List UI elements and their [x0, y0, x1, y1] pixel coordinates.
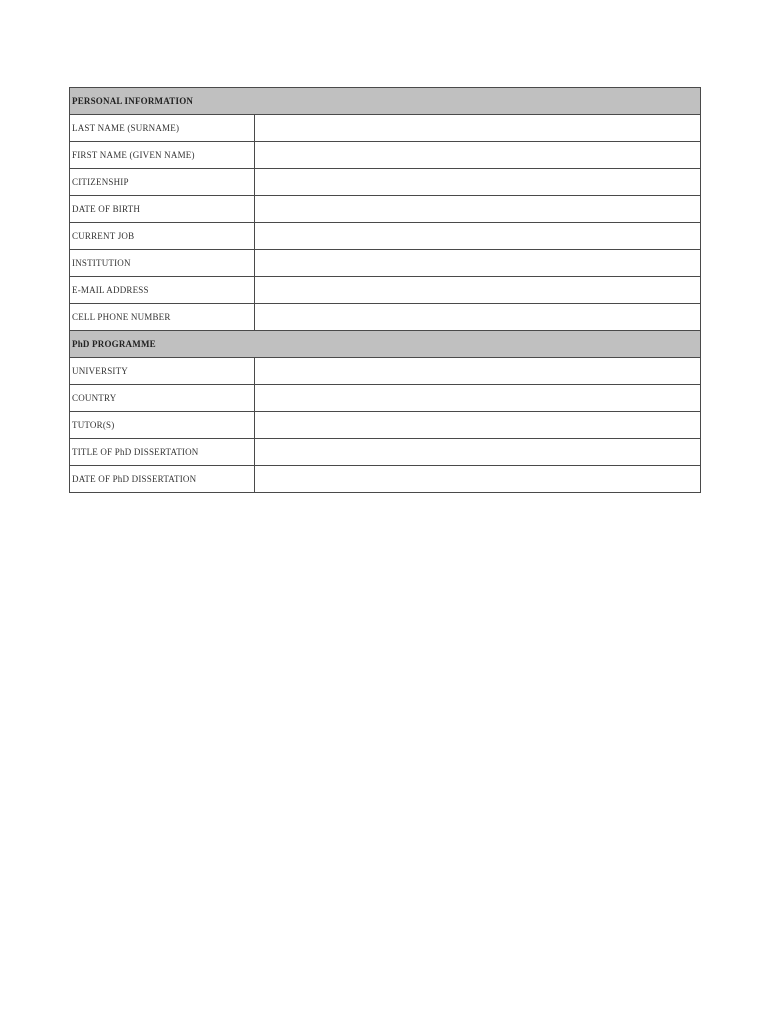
field-label: CURRENT JOB: [70, 223, 255, 250]
field-value-cell: [255, 358, 701, 385]
date-of-birth-field[interactable]: [255, 196, 700, 222]
field-label: TITLE OF PhD DISSERTATION: [70, 439, 255, 466]
form-row-country: [70, 385, 701, 412]
field-label: CITIZENSHIP: [70, 169, 255, 196]
section-header-personal-information: [70, 88, 701, 115]
citizenship-field[interactable]: [255, 169, 700, 195]
form-row-cell-phone: [70, 304, 701, 331]
field-label: DATE OF BIRTH: [70, 196, 255, 223]
field-value-cell: [255, 412, 701, 439]
field-value-cell: [255, 250, 701, 277]
field-value-cell: [255, 142, 701, 169]
email-field[interactable]: [255, 277, 700, 303]
field-label: FIRST NAME (GIVEN NAME): [70, 142, 255, 169]
form-row-dissertation-date: [70, 466, 701, 493]
field-label: E-MAIL ADDRESS: [70, 277, 255, 304]
field-label: CELL PHONE NUMBER: [70, 304, 255, 331]
section-title: PhD PROGRAMME: [70, 331, 701, 358]
form-row-tutors: [70, 412, 701, 439]
form-row-date-of-birth: [70, 196, 701, 223]
tutors-field[interactable]: [255, 412, 700, 438]
form-row-current-job: [70, 223, 701, 250]
field-label: TUTOR(S): [70, 412, 255, 439]
field-value-cell: [255, 439, 701, 466]
field-value-cell: [255, 196, 701, 223]
institution-field[interactable]: [255, 250, 700, 276]
field-label: UNIVERSITY: [70, 358, 255, 385]
application-form-table: [69, 87, 701, 493]
section-header-phd-programme: [70, 331, 701, 358]
field-value-cell: [255, 169, 701, 196]
form-row-university: [70, 358, 701, 385]
field-value-cell: [255, 466, 701, 493]
form-row-citizenship: [70, 169, 701, 196]
field-value-cell: [255, 385, 701, 412]
university-field[interactable]: [255, 358, 700, 384]
form-row-first-name: [70, 142, 701, 169]
field-label: COUNTRY: [70, 385, 255, 412]
field-value-cell: [255, 277, 701, 304]
field-label: INSTITUTION: [70, 250, 255, 277]
field-value-cell: [255, 223, 701, 250]
first-name-field[interactable]: [255, 142, 700, 168]
dissertation-title-field[interactable]: [255, 439, 700, 465]
field-value-cell: [255, 304, 701, 331]
form-row-email: [70, 277, 701, 304]
last-name-field[interactable]: [255, 115, 700, 141]
form-row-dissertation-title: [70, 439, 701, 466]
current-job-field[interactable]: [255, 223, 700, 249]
form-row-last-name: [70, 115, 701, 142]
country-field[interactable]: [255, 385, 700, 411]
cell-phone-field[interactable]: [255, 304, 700, 330]
form-row-institution: [70, 250, 701, 277]
field-label: DATE OF PhD DISSERTATION: [70, 466, 255, 493]
field-value-cell: [255, 115, 701, 142]
field-label: LAST NAME (SURNAME): [70, 115, 255, 142]
dissertation-date-field[interactable]: [255, 466, 700, 492]
section-title: PERSONAL INFORMATION: [70, 88, 701, 115]
